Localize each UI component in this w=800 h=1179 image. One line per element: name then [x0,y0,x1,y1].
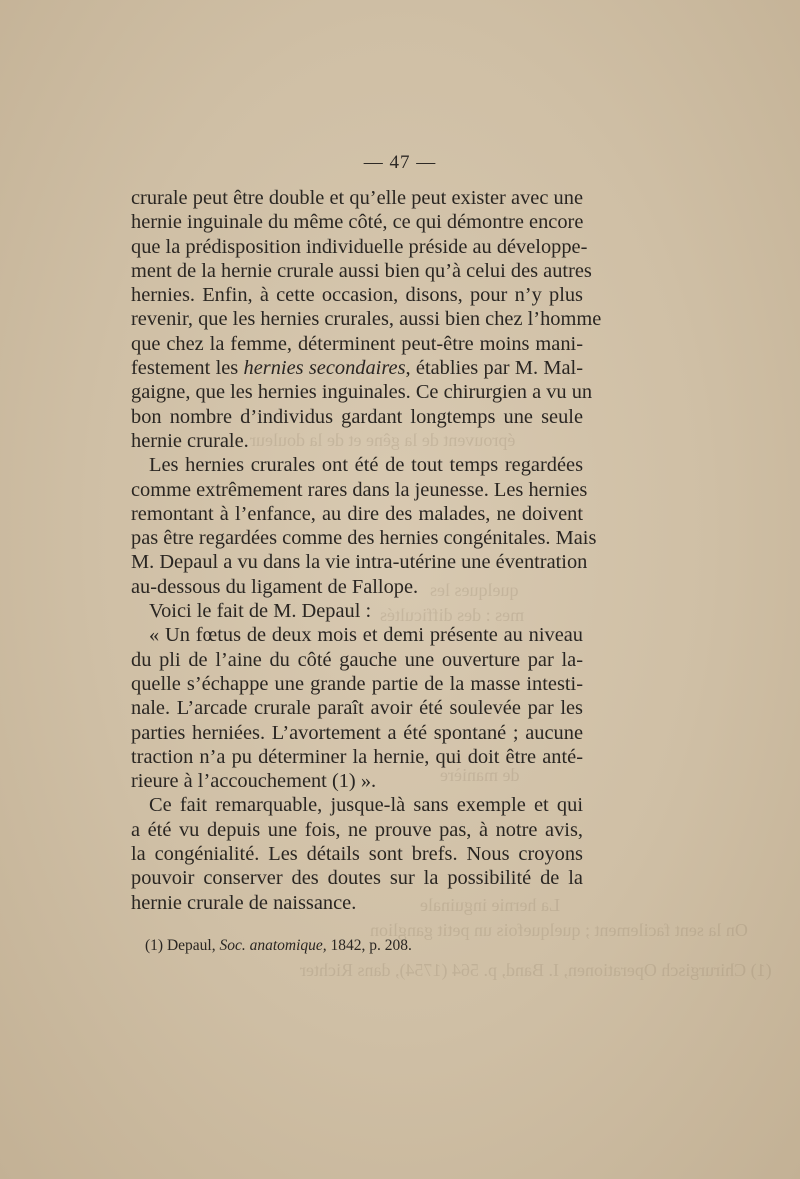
italic-term: hernies secondaires [243,357,406,380]
text-line: quelle s’échappe une grande partie de la masse intesti- [131,672,583,695]
text-line: hernie inguinale du même côté, ce qui démontre encore [131,211,584,234]
text-line: revenir, que les hernies crurales, aussi bien chez l’homme [131,308,602,331]
page-number: — 47 — [363,152,437,173]
text-segment: festement les [131,357,244,380]
show-through-text: quelques les [430,580,519,600]
text-line: Voici le fait de M. Depaul : [149,600,372,623]
text-line: rieure à l’accouchement (1) ». [131,770,377,793]
text-line: que la prédisposition individuelle préside au développe- [131,235,588,258]
text-line: traction n’a pu déterminer la hernie, qui doit être anté- [131,745,583,768]
text-line: a été vu depuis une fois, ne prouve pas, à notre avis, [131,818,583,841]
text-line: que chez la femme, déterminent peut-être moins mani- [131,332,583,355]
text-line: parties herniées. L’avortement a été spontané ; aucune [131,721,583,744]
text-line: « Un fœtus de deux mois et demi présente au niveau [149,624,583,647]
text-line: gaigne, que les hernies inguinales. Ce chirurgien a vu un [131,381,593,404]
text-line: du pli de l’aine du côté gauche une ouverture par la- [131,648,583,671]
text-segment: , établies par M. Mal- [405,357,584,380]
text-line: comme extrêmement rares dans la jeunesse. Les hernies [131,478,588,501]
text-line: la congénialité. Les détails sont brefs. Nous croyons [131,843,583,866]
body-text [131,186,602,915]
text-line: pas être regardées comme des hernies congénitales. Mais [131,527,597,550]
text-line: hernies. Enfin, à cette occasion, disons, pour n’y plus [131,284,583,307]
show-through-text: On la sent facilement ; quelquefois un petit ganglion [370,920,748,940]
show-through-text: mes : des difficultés [380,605,525,625]
show-through-text: éprouvent de la gêne et de la douleur [250,430,516,450]
text-line: hernie crurale de naissance. [131,891,357,914]
show-through-text: La hernie inguinale [420,895,560,915]
footnote [145,937,412,955]
text-line: au-dessous du ligament de Fallope. [131,575,419,598]
text-line: pouvoir conserver des doutes sur la possibilité de la [131,867,583,890]
text-line [131,356,583,380]
footnote-prefix: (1) Depaul, [145,937,220,954]
text-line: bon nombre d’individus gardant longtemps une seule [131,405,583,428]
text-line: Les hernies crurales ont été de tout temps regardées [149,454,583,477]
footnote-suffix: 1842, p. 208. [326,937,412,954]
text-line: M. Depaul a vu dans la vie intra-utérine une éventration [131,551,588,574]
text-line: ment de la hernie crurale aussi bien qu’à celui des autres [131,259,592,282]
text-line: remontant à l’enfance, au dire des malades, ne doivent [131,502,583,525]
text-line: crurale peut être double et qu’elle peut exister avec une [131,187,583,209]
text-line: hernie crurale. [131,429,249,452]
text-line: Ce fait remarquable, jusque-là sans exemple et qui [149,794,583,817]
show-through-text: de manière [440,765,520,785]
footnote-source: Soc. anatomique, [219,937,327,954]
text-line: nale. L’arcade crurale paraît avoir été soulevée par les [131,697,583,720]
show-through-text: (1) Chirurgisch Operationen, I. Band, p. 564 (1754), dans Richter [300,960,772,980]
